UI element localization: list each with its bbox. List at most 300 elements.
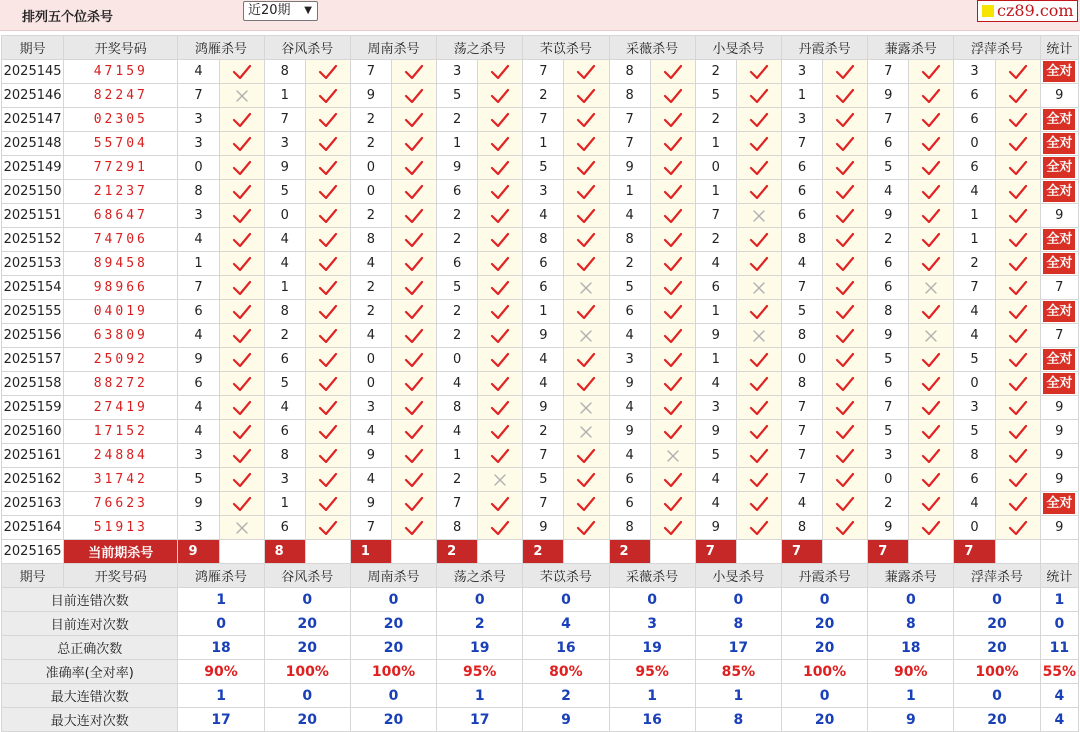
check-icon xyxy=(564,492,609,516)
check-icon xyxy=(823,396,868,420)
kill-number-cell: 1 xyxy=(264,492,305,516)
check-icon xyxy=(909,132,954,156)
kill-number-cell: 0 xyxy=(781,348,822,372)
summary-value: 0 xyxy=(781,684,867,708)
check-icon xyxy=(909,420,954,444)
stat-cell xyxy=(1040,108,1078,132)
kill-number-cell: 6 xyxy=(868,252,909,276)
check-icon xyxy=(305,372,350,396)
kill-number-cell: 2 xyxy=(868,492,909,516)
issue-cell: 2025160 xyxy=(2,420,64,444)
kill-number-cell: 9 xyxy=(868,516,909,540)
check-icon xyxy=(995,108,1040,132)
summary-value: 90% xyxy=(868,660,954,684)
kill-number-cell: 9 xyxy=(695,324,736,348)
col-expert: 鸿雁杀号 xyxy=(178,36,264,60)
header-row xyxy=(2,564,1079,588)
kill-number-cell: 2 xyxy=(437,204,478,228)
summary-value: 1 xyxy=(609,684,695,708)
kill-number-cell: 0 xyxy=(350,180,391,204)
summary-value: 8 xyxy=(695,612,781,636)
kill-number-cell: 4 xyxy=(695,372,736,396)
draw-number-cell: 51913 xyxy=(64,516,178,540)
kill-number-cell: 3 xyxy=(178,108,219,132)
summary-value: 20 xyxy=(350,708,436,732)
kill-number-cell: 3 xyxy=(695,396,736,420)
check-icon xyxy=(564,444,609,468)
check-icon xyxy=(650,132,695,156)
kill-number-cell: 8 xyxy=(609,228,650,252)
summary-label: 总正确次数 xyxy=(2,636,178,660)
kill-number-cell: 2 xyxy=(437,468,478,492)
check-icon xyxy=(219,420,264,444)
all-correct-badge: 全对 xyxy=(1043,253,1075,274)
kill-number-cell: 7 xyxy=(695,204,736,228)
summary-value: 0 xyxy=(437,588,523,612)
check-icon xyxy=(823,468,868,492)
summary-value: 20 xyxy=(350,636,436,660)
summary-value: 2 xyxy=(437,612,523,636)
check-icon xyxy=(736,252,781,276)
stat-cell xyxy=(1040,180,1078,204)
check-icon xyxy=(909,108,954,132)
summary-value: 100% xyxy=(954,660,1040,684)
check-icon xyxy=(650,252,695,276)
current-issue-cell: 2025165 xyxy=(2,540,64,564)
kill-number-cell: 6 xyxy=(781,156,822,180)
check-icon xyxy=(650,204,695,228)
kill-number-cell: 4 xyxy=(350,252,391,276)
col-expert: 蒹露杀号 xyxy=(868,564,954,588)
check-icon xyxy=(909,204,954,228)
all-correct-badge: 全对 xyxy=(1043,229,1075,250)
kill-number-cell: 4 xyxy=(695,252,736,276)
col-expert: 小旻杀号 xyxy=(695,36,781,60)
check-icon xyxy=(478,228,523,252)
check-icon xyxy=(650,84,695,108)
summary-value: 1 xyxy=(868,684,954,708)
check-icon xyxy=(736,300,781,324)
issue-cell: 2025157 xyxy=(2,348,64,372)
check-icon xyxy=(478,420,523,444)
kill-number-cell: 8 xyxy=(178,180,219,204)
summary-value: 18 xyxy=(868,636,954,660)
check-icon xyxy=(995,516,1040,540)
kill-number-cell: 1 xyxy=(437,444,478,468)
kill-number-cell: 6 xyxy=(264,420,305,444)
draw-number-cell: 74706 xyxy=(64,228,178,252)
draw-number-cell: 76623 xyxy=(64,492,178,516)
check-icon xyxy=(823,300,868,324)
summary-value: 17 xyxy=(695,636,781,660)
check-icon xyxy=(219,180,264,204)
table-row xyxy=(2,324,1079,348)
table-row xyxy=(2,492,1079,516)
summary-value: 80% xyxy=(523,660,609,684)
kill-number-cell: 7 xyxy=(350,60,391,84)
check-icon xyxy=(909,396,954,420)
check-icon xyxy=(391,60,436,84)
kill-number-cell: 4 xyxy=(437,420,478,444)
kill-number-cell: 6 xyxy=(954,468,995,492)
check-icon xyxy=(564,228,609,252)
check-icon xyxy=(736,156,781,180)
kill-number-cell: 7 xyxy=(781,396,822,420)
stat-cell: 9 xyxy=(1040,84,1078,108)
current-kill-number: 7 xyxy=(954,540,995,564)
summary-value: 1 xyxy=(178,588,264,612)
check-icon xyxy=(305,396,350,420)
kill-number-cell: 3 xyxy=(868,444,909,468)
summary-value: 20 xyxy=(954,636,1040,660)
table-row xyxy=(2,204,1079,228)
check-icon xyxy=(305,132,350,156)
summary-value: 16 xyxy=(609,708,695,732)
kill-number-cell: 3 xyxy=(178,516,219,540)
kill-number-cell: 7 xyxy=(781,444,822,468)
check-icon xyxy=(305,468,350,492)
kill-number-cell: 8 xyxy=(609,60,650,84)
kill-number-cell: 7 xyxy=(178,276,219,300)
check-icon xyxy=(736,84,781,108)
current-kill-blank xyxy=(219,540,264,564)
draw-number-cell: 24884 xyxy=(64,444,178,468)
kill-number-cell: 5 xyxy=(868,420,909,444)
check-icon xyxy=(650,516,695,540)
kill-number-cell: 8 xyxy=(781,516,822,540)
summary-row xyxy=(2,636,1079,660)
issue-cell: 2025148 xyxy=(2,132,64,156)
table-row xyxy=(2,348,1079,372)
summary-value: 20 xyxy=(264,612,350,636)
check-icon xyxy=(219,108,264,132)
kill-number-cell: 1 xyxy=(264,276,305,300)
kill-number-cell: 4 xyxy=(264,228,305,252)
summary-value: 0 xyxy=(264,588,350,612)
current-kill-label: 当前期杀号 xyxy=(64,540,178,564)
check-icon xyxy=(909,84,954,108)
kill-number-cell: 8 xyxy=(264,300,305,324)
current-kill-number: 9 xyxy=(178,540,219,564)
check-icon xyxy=(650,396,695,420)
summary-value: 0 xyxy=(781,588,867,612)
period-select[interactable] xyxy=(243,1,318,21)
kill-number-cell: 4 xyxy=(523,348,564,372)
stat-cell: 9 xyxy=(1040,396,1078,420)
check-icon xyxy=(995,372,1040,396)
check-icon xyxy=(909,348,954,372)
current-kill-blank xyxy=(823,540,868,564)
check-icon xyxy=(995,180,1040,204)
check-icon xyxy=(995,348,1040,372)
kill-number-cell: 7 xyxy=(781,468,822,492)
check-icon xyxy=(219,396,264,420)
summary-row xyxy=(2,612,1079,636)
kill-number-cell: 5 xyxy=(178,468,219,492)
summary-value: 20 xyxy=(350,612,436,636)
summary-value: 20 xyxy=(781,612,867,636)
kill-number-cell: 3 xyxy=(781,108,822,132)
check-icon xyxy=(995,444,1040,468)
kill-number-cell: 4 xyxy=(781,252,822,276)
kill-number-cell: 6 xyxy=(781,180,822,204)
current-kill-number: 2 xyxy=(523,540,564,564)
kill-number-cell: 7 xyxy=(609,108,650,132)
check-icon xyxy=(995,60,1040,84)
col-expert: 荡之杀号 xyxy=(437,36,523,60)
col-expert: 浮萍杀号 xyxy=(954,564,1040,588)
check-icon xyxy=(391,372,436,396)
check-icon xyxy=(478,252,523,276)
all-correct-badge: 全对 xyxy=(1043,349,1075,370)
col-stat: 统计 xyxy=(1040,36,1078,60)
check-icon xyxy=(391,204,436,228)
current-kill-blank xyxy=(564,540,609,564)
current-kill-number: 2 xyxy=(609,540,650,564)
kill-number-cell: 0 xyxy=(350,348,391,372)
check-icon xyxy=(305,324,350,348)
summary-value: 8 xyxy=(695,708,781,732)
draw-number-cell: 47159 xyxy=(64,60,178,84)
kill-number-cell: 2 xyxy=(350,108,391,132)
check-icon xyxy=(823,516,868,540)
check-icon xyxy=(736,108,781,132)
col-expert: 周南杀号 xyxy=(350,36,436,60)
summary-value: 0 xyxy=(350,684,436,708)
kill-number-cell: 9 xyxy=(868,84,909,108)
check-icon xyxy=(736,516,781,540)
draw-number-cell: 25092 xyxy=(64,348,178,372)
check-icon xyxy=(736,228,781,252)
kill-number-cell: 6 xyxy=(954,84,995,108)
check-icon xyxy=(909,300,954,324)
check-icon xyxy=(305,444,350,468)
current-kill-number: 7 xyxy=(695,540,736,564)
kill-number-cell: 8 xyxy=(954,444,995,468)
col-issue: 期号 xyxy=(2,564,64,588)
kill-number-cell: 2 xyxy=(523,420,564,444)
stat-cell xyxy=(1040,252,1078,276)
check-icon xyxy=(305,420,350,444)
site-logo[interactable] xyxy=(977,0,1078,22)
stat-cell: 7 xyxy=(1040,324,1078,348)
kill-number-cell: 7 xyxy=(781,276,822,300)
table-row xyxy=(2,276,1079,300)
kill-number-cell: 6 xyxy=(264,516,305,540)
stat-cell xyxy=(1040,60,1078,84)
col-draw: 开奖号码 xyxy=(64,564,178,588)
all-correct-badge: 全对 xyxy=(1043,157,1075,178)
kill-number-cell: 3 xyxy=(609,348,650,372)
kill-number-cell: 1 xyxy=(954,204,995,228)
summary-value: 20 xyxy=(954,612,1040,636)
check-icon xyxy=(995,324,1040,348)
kill-number-cell: 6 xyxy=(954,156,995,180)
check-icon xyxy=(823,132,868,156)
summary-value: 100% xyxy=(350,660,436,684)
kill-number-cell: 8 xyxy=(264,60,305,84)
stat-cell xyxy=(1040,492,1078,516)
check-icon xyxy=(650,300,695,324)
kill-number-cell: 9 xyxy=(695,516,736,540)
summary-value: 0 xyxy=(954,588,1040,612)
kill-number-cell: 2 xyxy=(868,228,909,252)
check-icon xyxy=(564,132,609,156)
check-icon xyxy=(823,204,868,228)
kill-number-cell: 4 xyxy=(178,324,219,348)
summary-value: 100% xyxy=(781,660,867,684)
kill-number-cell: 1 xyxy=(437,132,478,156)
check-icon xyxy=(391,324,436,348)
kill-number-cell: 6 xyxy=(437,252,478,276)
check-icon xyxy=(736,444,781,468)
kill-number-cell: 2 xyxy=(695,60,736,84)
col-expert: 谷风杀号 xyxy=(264,36,350,60)
cross-icon xyxy=(564,324,609,348)
summary-value: 20 xyxy=(264,636,350,660)
kill-number-cell: 1 xyxy=(178,252,219,276)
check-icon xyxy=(909,516,954,540)
kill-number-cell: 4 xyxy=(609,396,650,420)
table-row xyxy=(2,420,1079,444)
check-icon xyxy=(219,372,264,396)
draw-number-cell: 31742 xyxy=(64,468,178,492)
check-icon xyxy=(736,348,781,372)
check-icon xyxy=(219,444,264,468)
check-icon xyxy=(478,108,523,132)
summary-value: 8 xyxy=(868,612,954,636)
summary-value: 17 xyxy=(437,708,523,732)
kill-number-cell: 4 xyxy=(350,324,391,348)
kill-number-cell: 3 xyxy=(954,60,995,84)
check-icon xyxy=(650,348,695,372)
check-icon xyxy=(823,348,868,372)
draw-number-cell: 98966 xyxy=(64,276,178,300)
kill-number-cell: 8 xyxy=(781,372,822,396)
kill-number-cell: 5 xyxy=(437,276,478,300)
summary-stat-value: 4 xyxy=(1040,708,1078,732)
kill-number-cell: 3 xyxy=(523,180,564,204)
check-icon xyxy=(909,372,954,396)
current-kill-blank xyxy=(736,540,781,564)
kill-number-cell: 2 xyxy=(437,228,478,252)
summary-label: 准确率(全对率) xyxy=(2,660,178,684)
kill-number-cell: 9 xyxy=(350,84,391,108)
current-stat-blank xyxy=(1040,540,1078,564)
summary-value: 0 xyxy=(523,588,609,612)
kill-number-cell: 4 xyxy=(695,492,736,516)
cross-icon xyxy=(909,324,954,348)
kill-number-cell: 7 xyxy=(523,108,564,132)
col-draw: 开奖号码 xyxy=(64,36,178,60)
kill-number-cell: 4 xyxy=(954,492,995,516)
kill-number-cell: 7 xyxy=(178,84,219,108)
issue-cell: 2025154 xyxy=(2,276,64,300)
check-icon xyxy=(909,444,954,468)
check-icon xyxy=(305,204,350,228)
col-expert: 鸿雁杀号 xyxy=(178,564,264,588)
cross-icon xyxy=(736,204,781,228)
check-icon xyxy=(823,108,868,132)
check-icon xyxy=(736,60,781,84)
kill-number-cell: 0 xyxy=(350,156,391,180)
kill-number-cell: 4 xyxy=(264,396,305,420)
check-icon xyxy=(219,276,264,300)
kill-number-cell: 4 xyxy=(178,60,219,84)
summary-value: 0 xyxy=(609,588,695,612)
check-icon xyxy=(823,444,868,468)
stat-cell: 9 xyxy=(1040,468,1078,492)
stat-cell: 9 xyxy=(1040,420,1078,444)
check-icon xyxy=(823,228,868,252)
kill-number-cell: 0 xyxy=(868,468,909,492)
kill-number-cell: 6 xyxy=(609,300,650,324)
check-icon xyxy=(650,372,695,396)
check-icon xyxy=(564,372,609,396)
all-correct-badge: 全对 xyxy=(1043,181,1075,202)
summary-value: 20 xyxy=(781,708,867,732)
check-icon xyxy=(995,300,1040,324)
check-icon xyxy=(650,492,695,516)
summary-value: 4 xyxy=(523,612,609,636)
kill-number-cell: 4 xyxy=(350,420,391,444)
check-icon xyxy=(650,180,695,204)
kill-number-cell: 2 xyxy=(954,252,995,276)
summary-value: 1 xyxy=(695,684,781,708)
check-icon xyxy=(219,348,264,372)
table-row xyxy=(2,180,1079,204)
current-kill-number: 7 xyxy=(781,540,822,564)
cross-icon xyxy=(219,516,264,540)
table-row xyxy=(2,84,1079,108)
kill-number-cell: 1 xyxy=(264,84,305,108)
check-icon xyxy=(650,60,695,84)
kill-number-cell: 5 xyxy=(437,84,478,108)
check-icon xyxy=(823,156,868,180)
kill-number-cell: 6 xyxy=(178,300,219,324)
cross-icon xyxy=(650,444,695,468)
kill-number-cell: 0 xyxy=(350,372,391,396)
col-stat: 统计 xyxy=(1040,564,1078,588)
check-icon xyxy=(823,492,868,516)
kill-number-cell: 1 xyxy=(523,300,564,324)
table-row xyxy=(2,252,1079,276)
table-row xyxy=(2,468,1079,492)
check-icon xyxy=(305,300,350,324)
check-icon xyxy=(995,276,1040,300)
kill-number-cell: 7 xyxy=(523,444,564,468)
check-icon xyxy=(219,300,264,324)
issue-cell: 2025150 xyxy=(2,180,64,204)
kill-number-cell: 1 xyxy=(523,132,564,156)
kill-number-cell: 6 xyxy=(609,492,650,516)
kill-number-cell: 7 xyxy=(437,492,478,516)
current-kill-blank xyxy=(909,540,954,564)
summary-value: 95% xyxy=(437,660,523,684)
kill-number-cell: 9 xyxy=(609,420,650,444)
col-expert: 芣苡杀号 xyxy=(523,564,609,588)
check-icon xyxy=(391,396,436,420)
summary-value: 2 xyxy=(523,684,609,708)
kill-number-cell: 9 xyxy=(264,156,305,180)
check-icon xyxy=(564,84,609,108)
draw-number-cell: 04019 xyxy=(64,300,178,324)
table-row xyxy=(2,396,1079,420)
summary-stat-value: 55% xyxy=(1040,660,1078,684)
all-correct-badge: 全对 xyxy=(1043,109,1075,130)
stat-cell: 9 xyxy=(1040,516,1078,540)
kill-number-cell: 5 xyxy=(609,276,650,300)
